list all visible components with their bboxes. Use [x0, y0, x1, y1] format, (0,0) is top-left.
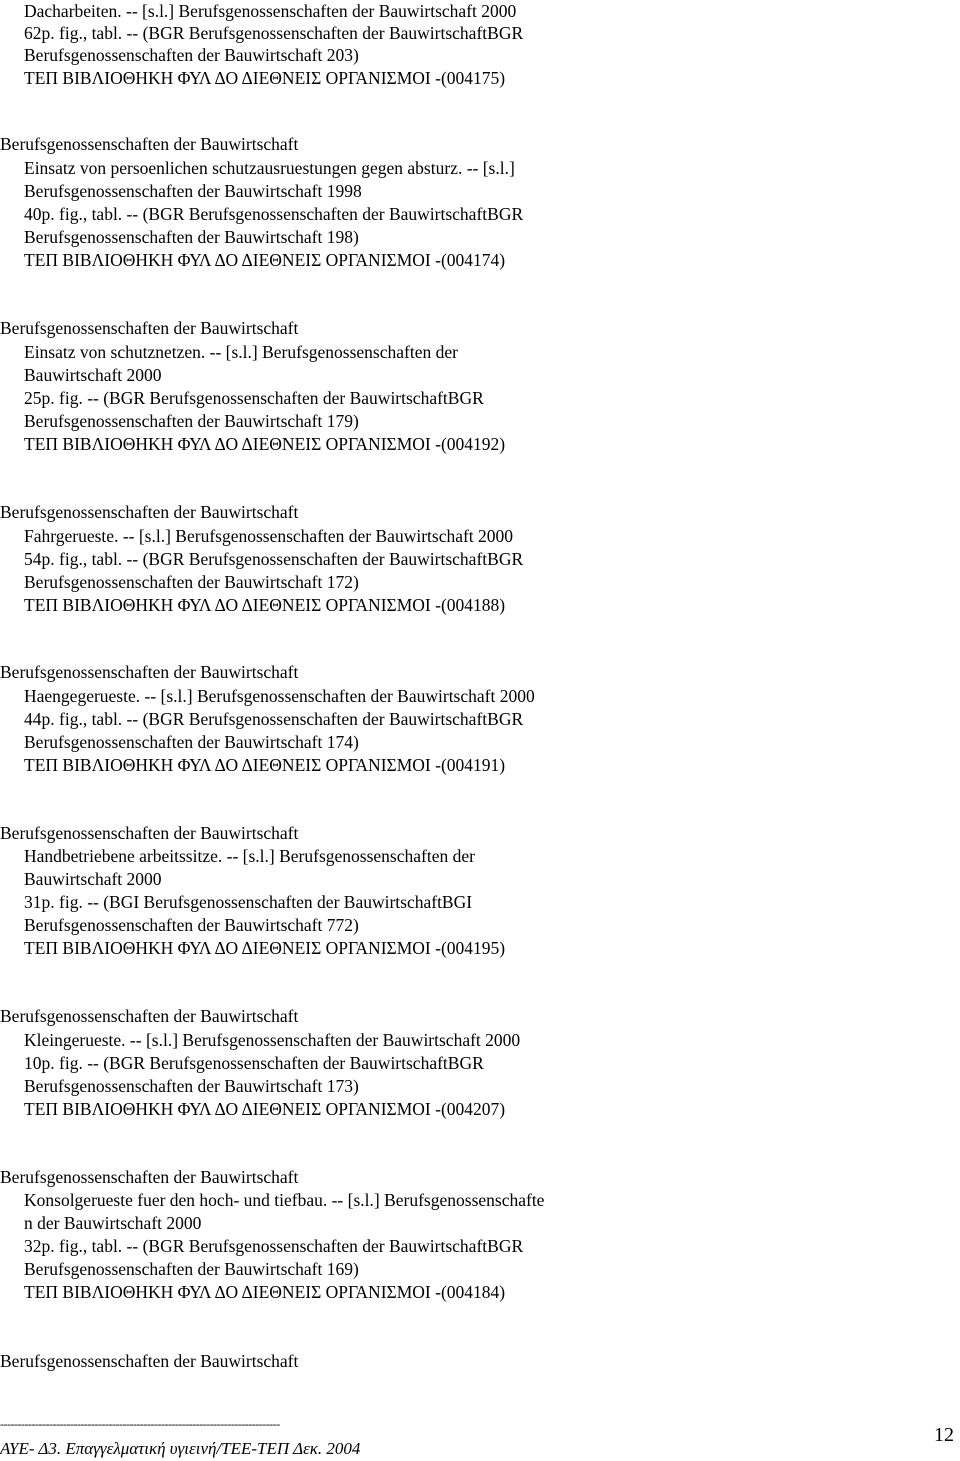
entry-line: 25p. fig. -- (BGR Berufsgenossenschaften der BauwirtschaftBGR — [24, 388, 484, 408]
entry-line: Bauwirtschaft 2000 — [24, 365, 162, 385]
entry-author: Berufsgenossenschaften der Bauwirtschaft — [0, 502, 299, 522]
entry-line: n der Bauwirtschaft 2000 — [24, 1213, 202, 1233]
entry-line: ΤΕΠ ΒΙΒΛΙΟΘΗΚΗ ΦΥΛ ΔΟ ΔΙΕΘΝΕΙΣ ΟΡΓΑΝΙΣΜΟΙ -(004191) — [24, 755, 506, 775]
entry-line: 62p. fig., tabl. -- (BGR Berufsgenossenschaften der BauwirtschaftBGR — [24, 23, 524, 43]
entry-line: Kleingerueste. -- [s.l.] Berufsgenossenschaften der Bauwirtschaft 2000 — [24, 1030, 521, 1050]
entry-line: ΤΕΠ ΒΙΒΛΙΟΘΗΚΗ ΦΥΛ ΔΟ ΔΙΕΘΝΕΙΣ ΟΡΓΑΝΙΣΜΟΙ -(004195) — [24, 938, 506, 958]
entry-line: Berufsgenossenschaften der Bauwirtschaft 179) — [24, 411, 359, 431]
entry-line: Einsatz von schutznetzen. -- [s.l.] Berufsgenossenschaften der — [24, 342, 458, 362]
entry-line: Berufsgenossenschaften der Bauwirtschaft 174) — [24, 732, 359, 752]
entry-author: Berufsgenossenschaften der Bauwirtschaft — [0, 1006, 299, 1026]
entry-author: Berufsgenossenschaften der Bauwirtschaft — [0, 823, 299, 843]
entry-line: Konsolgerueste fuer den hoch- und tiefbau. -- [s.l.] Berufsgenossenschafte — [24, 1190, 545, 1210]
footer-divider: -------------------------------------------------------------------------------- — [0, 1418, 280, 1430]
entry-line: Berufsgenossenschaften der Bauwirtschaft 173) — [24, 1076, 359, 1096]
entry-line: ΤΕΠ ΒΙΒΛΙΟΘΗΚΗ ΦΥΛ ΔΟ ΔΙΕΘΝΕΙΣ ΟΡΓΑΝΙΣΜΟΙ -(004184) — [24, 1282, 506, 1302]
entry-line: ΤΕΠ ΒΙΒΛΙΟΘΗΚΗ ΦΥΛ ΔΟ ΔΙΕΘΝΕΙΣ ΟΡΓΑΝΙΣΜΟΙ -(004192) — [24, 434, 506, 454]
footer-text: ΑΥΕ- Δ3. Επαγγελματική υγιεινή/ΤΕΕ-ΤΕΠ Δεκ. 2004 — [0, 1439, 361, 1458]
entry-author: Berufsgenossenschaften der Bauwirtschaft — [0, 1167, 299, 1187]
entry-line: Berufsgenossenschaften der Bauwirtschaft 172) — [24, 572, 359, 592]
entry-line: Berufsgenossenschaften der Bauwirtschaft 1998 — [24, 181, 362, 201]
entry-line: Handbetriebene arbeitssitze. -- [s.l.] Berufsgenossenschaften der — [24, 846, 475, 866]
entry-line: Dacharbeiten. -- [s.l.] Berufsgenossenschaften der Bauwirtschaft 2000 — [24, 1, 517, 21]
entry-author: Berufsgenossenschaften der Bauwirtschaft — [0, 318, 299, 338]
entry-line: 32p. fig., tabl. -- (BGR Berufsgenossenschaften der BauwirtschaftBGR — [24, 1236, 524, 1256]
entry-line: Berufsgenossenschaften der Bauwirtschaft 772) — [24, 915, 359, 935]
entry-line: Berufsgenossenschaften der Bauwirtschaft 198) — [24, 227, 359, 247]
entry-author: Berufsgenossenschaften der Bauwirtschaft — [0, 662, 299, 682]
entry-line: 54p. fig., tabl. -- (BGR Berufsgenossenschaften der BauwirtschaftBGR — [24, 549, 524, 569]
page-number: 12 — [934, 1424, 954, 1446]
entry-line: ΤΕΠ ΒΙΒΛΙΟΘΗΚΗ ΦΥΛ ΔΟ ΔΙΕΘΝΕΙΣ ΟΡΓΑΝΙΣΜΟΙ -(004188) — [24, 595, 506, 615]
entry-line: 31p. fig. -- (BGI Berufsgenossenschaften der BauwirtschaftBGI — [24, 892, 473, 912]
entry-line: Berufsgenossenschaften der Bauwirtschaft 203) — [24, 45, 359, 65]
entry-line: Berufsgenossenschaften der Bauwirtschaft 169) — [24, 1259, 359, 1279]
entry-author: Berufsgenossenschaften der Bauwirtschaft — [0, 1351, 299, 1371]
entry-line: 44p. fig., tabl. -- (BGR Berufsgenossenschaften der BauwirtschaftBGR — [24, 709, 524, 729]
entry-line: ΤΕΠ ΒΙΒΛΙΟΘΗΚΗ ΦΥΛ ΔΟ ΔΙΕΘΝΕΙΣ ΟΡΓΑΝΙΣΜΟΙ -(004207) — [24, 1099, 506, 1119]
entry-line: Haengegerueste. -- [s.l.] Berufsgenossenschaften der Bauwirtschaft 2000 — [24, 686, 535, 706]
entry-line: Fahrgerueste. -- [s.l.] Berufsgenossenschaften der Bauwirtschaft 2000 — [24, 526, 514, 546]
entry-line: Einsatz von persoenlichen schutzausruestungen gegen absturz. -- [s.l.] — [24, 158, 515, 178]
entry-line: ΤΕΠ ΒΙΒΛΙΟΘΗΚΗ ΦΥΛ ΔΟ ΔΙΕΘΝΕΙΣ ΟΡΓΑΝΙΣΜΟΙ -(004175) — [24, 68, 506, 88]
entry-line: ΤΕΠ ΒΙΒΛΙΟΘΗΚΗ ΦΥΛ ΔΟ ΔΙΕΘΝΕΙΣ ΟΡΓΑΝΙΣΜΟΙ -(004174) — [24, 250, 506, 270]
entry-line: 40p. fig., tabl. -- (BGR Berufsgenossenschaften der BauwirtschaftBGR — [24, 204, 524, 224]
entry-author: Berufsgenossenschaften der Bauwirtschaft — [0, 134, 299, 154]
entry-line: 10p. fig. -- (BGR Berufsgenossenschaften der BauwirtschaftBGR — [24, 1053, 484, 1073]
entry-line: Bauwirtschaft 2000 — [24, 869, 162, 889]
